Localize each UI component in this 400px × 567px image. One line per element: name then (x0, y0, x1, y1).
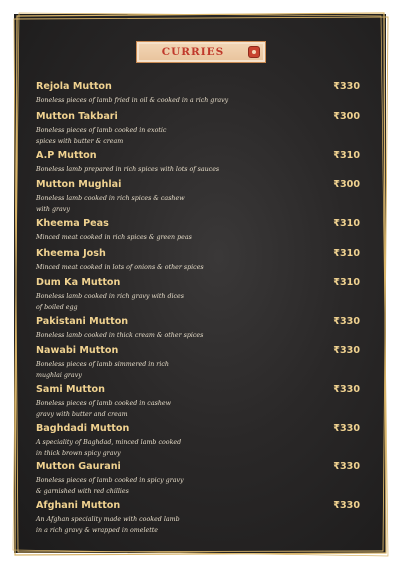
menu-item-description: Boneless pieces of lamb simmered in rich mughlai gravy (36, 361, 169, 379)
menu-item-description: Boneless pieces of lamb cooked in spicy gravy & garnished with red chillies (36, 477, 184, 495)
menu-item-name: Afghani Mutton (36, 500, 121, 511)
menu-item (36, 345, 364, 381)
menu-item-name: Mutton Mughlai (36, 179, 122, 190)
menu-item-price: ₹310 (333, 150, 360, 161)
menu-item-description: Boneless pieces of lamb cooked in exotic spices with butter & cream (36, 127, 167, 145)
menu-item (36, 277, 364, 313)
menu-item-description: Minced meat cooked in rich spices & green peas (36, 234, 192, 241)
menu-item-description: Boneless lamb cooked in rich gravy with dices of boiled egg (36, 293, 184, 311)
menu-item-description: Minced meat cooked in lots of onions & other spices (36, 264, 204, 271)
menu-item-description: Boneless lamb cooked in thick cream & other spices (36, 332, 204, 339)
menu-item-name: A.P Mutton (36, 150, 97, 161)
menu-item (36, 150, 364, 175)
menu-item-name: Nawabi Mutton (36, 345, 119, 356)
menu-item-name: Sami Mutton (36, 384, 105, 395)
menu-item-price: ₹310 (333, 277, 360, 288)
menu-item (36, 218, 364, 243)
menu-item-name: Kheema Peas (36, 218, 109, 229)
menu-item-price: ₹330 (333, 384, 360, 395)
menu-item (36, 384, 364, 420)
menu-item (36, 316, 364, 341)
menu-item-description: A speciality of Baghdad, minced lamb cooked in thick brown spicy gravy (36, 439, 182, 457)
menu-item-price: ₹330 (333, 461, 360, 472)
menu-item-description: Boneless pieces of lamb cooked in cashew gravy with butter and cream (36, 400, 171, 418)
menu-item-name: Baghdadi Mutton (36, 423, 130, 434)
menu-item (36, 81, 364, 106)
menu-item-price: ₹330 (333, 345, 360, 356)
menu-item-price: ₹330 (333, 423, 360, 434)
menu-item (36, 111, 364, 147)
menu-item (36, 461, 364, 497)
section-title: CURRIES (161, 46, 225, 58)
menu-item (36, 500, 364, 536)
menu-item-price: ₹310 (333, 218, 360, 229)
menu-item (36, 179, 364, 215)
menu-item-price: ₹330 (333, 81, 360, 92)
menu-item (36, 248, 364, 273)
menu-item-price: ₹330 (333, 500, 360, 511)
veg-nonveg-mark-icon (249, 47, 259, 57)
menu-item-price: ₹310 (333, 248, 360, 259)
menu-item-name: Mutton Takbari (36, 111, 118, 122)
menu-item-description: Boneless pieces of lamb fried in oil & cooked in a rich gravy (36, 97, 229, 104)
menu-item-price: ₹300 (333, 111, 360, 122)
menu-item-description: Boneless lamb cooked in rich spices & cashew with gravy (36, 195, 185, 213)
menu-item-description: Boneless lamb prepared in rich spices with lots of sauces (36, 166, 220, 173)
menu-item-description: An Afghan speciality made with cooked lamb in a rich gravy & wrapped in omelette (36, 516, 180, 534)
menu-item-name: Mutton Gaurani (36, 461, 121, 472)
menu-item-price: ₹330 (333, 316, 360, 327)
menu-item-name: Rejola Mutton (36, 81, 112, 92)
menu-item-name: Pakistani Mutton (36, 316, 129, 327)
menu-item-name: Kheema Josh (36, 248, 106, 259)
menu-item-name: Dum Ka Mutton (36, 277, 121, 288)
section-title-badge (136, 41, 266, 63)
menu-item (36, 423, 364, 459)
menu-item-price: ₹300 (333, 179, 360, 190)
